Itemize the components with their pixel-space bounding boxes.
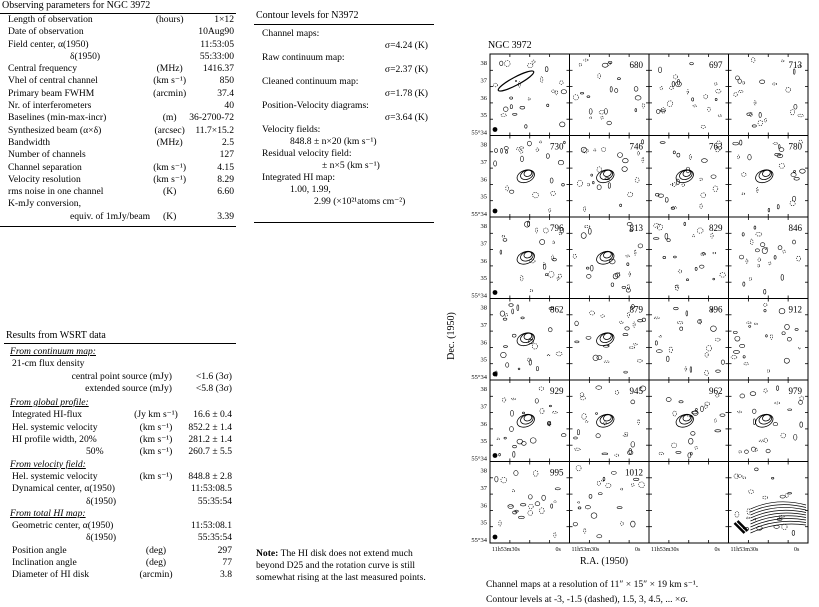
observing-row	[8, 112, 234, 124]
x-tick-label: 0s	[714, 547, 720, 553]
channel-panel	[649, 217, 729, 299]
results-label: Position angle	[12, 544, 67, 556]
observing-unit: (arcsec)	[154, 124, 185, 136]
channel-velocity-label: 796	[550, 223, 564, 233]
observing-unit: (km s⁻¹)	[153, 173, 187, 185]
contour-value: 848.8 ± n×20 (km s⁻¹)	[290, 136, 377, 147]
contour-title: Contour levels for N3972	[256, 10, 359, 21]
observing-label: rms noise in one channel	[8, 186, 104, 198]
observing-value: 11.7×15.2	[195, 124, 234, 136]
results-value: 260.7 ± 5.5	[188, 446, 232, 458]
channel-panel	[649, 299, 729, 381]
observing-row	[8, 14, 234, 26]
results-unit	[134, 496, 178, 508]
observing-value: 3.39	[217, 210, 234, 222]
channel-panel	[729, 299, 809, 381]
x-tick-label: 0s	[635, 547, 641, 553]
observing-unit: (m)	[162, 112, 177, 124]
y-tick-label: 35	[480, 275, 487, 283]
y-tick-label: 35	[480, 112, 487, 120]
y-tick-label: 38	[480, 467, 487, 475]
channel-velocity-label: 862	[550, 304, 564, 315]
channel-velocity-label: 813	[629, 223, 643, 233]
observing-label: equiv. of 1mJy/beam	[70, 210, 151, 222]
channel-velocity-label: 680	[629, 60, 643, 70]
observing-unit	[150, 39, 189, 51]
y-tick-label: 37	[480, 77, 487, 85]
results-row	[10, 434, 232, 446]
y-tick-label: 35	[480, 519, 487, 527]
results-label: δ(1950)	[86, 495, 117, 507]
results-unit	[134, 532, 178, 544]
observing-unit	[150, 198, 189, 210]
results-label: central point source (mJy)	[71, 370, 172, 382]
channel-panel	[471, 136, 569, 219]
results-section-heading: From global profile:	[10, 397, 89, 409]
results-unit: (arcmin)	[139, 569, 173, 581]
channel-panel	[649, 136, 729, 218]
y-tick-label: 38	[480, 141, 487, 149]
y-tick-label: 38	[480, 60, 487, 67]
channel-velocity-label: 730	[550, 141, 564, 152]
y-tick-label: 35	[480, 193, 487, 201]
y-tick-label: 38	[480, 386, 487, 393]
observing-title: Observing parameters for NGC 3972	[2, 0, 151, 11]
channel-panel	[471, 380, 569, 463]
channel-velocity-label: 879	[629, 304, 643, 315]
contour-value: σ=2.37 (K)	[384, 64, 428, 75]
results-label: Hel. systemic velocity	[12, 421, 98, 433]
observing-label: Number of channels	[8, 149, 86, 161]
contour-value: σ=1.78 (K)	[384, 88, 428, 99]
y-tick-label: 38	[480, 304, 487, 312]
y-tick-label: 55°34	[471, 537, 487, 544]
results-row	[10, 532, 232, 544]
figure-caption-2: Contour levels at -3, -1.5 (dashed), 1.5, 3, 4.5, ... ×σ.	[486, 594, 688, 605]
observing-row	[8, 51, 234, 63]
y-tick-label: 55°34	[471, 292, 487, 300]
results-value: 3.8	[220, 569, 232, 581]
channel-velocity-label: 697	[709, 60, 723, 70]
observing-value: 11:53:05	[200, 38, 234, 50]
contour-label: Channel maps:	[262, 28, 320, 39]
y-tick-label: 37	[480, 484, 487, 492]
results-label: Inclination angle	[12, 557, 77, 569]
observing-value	[189, 198, 234, 210]
y-tick-label: 55°34	[471, 129, 487, 137]
contour-list	[262, 28, 428, 208]
x-tick-label: 11h53m30s	[571, 547, 600, 553]
results-value: <1.6 (3σ)	[195, 370, 232, 382]
observing-row	[8, 198, 234, 210]
results-row	[10, 446, 232, 458]
channel-velocity-label: 945	[629, 386, 643, 396]
observing-value: 8.29	[217, 173, 234, 185]
results-unit: (km s⁻¹)	[139, 421, 173, 433]
results-row	[10, 483, 232, 495]
observing-row	[8, 125, 234, 137]
observing-row	[8, 75, 234, 87]
results-unit: (Jy km s⁻¹)	[134, 409, 178, 421]
channel-velocity-label: 746	[629, 141, 643, 152]
channel-panel	[570, 217, 650, 299]
y-tick-label: 36	[480, 176, 487, 184]
observing-label: Length of observation	[8, 14, 93, 25]
channel-panel	[729, 54, 809, 136]
y-tick-label: 55°34	[471, 211, 487, 218]
observing-unit: (K)	[163, 186, 177, 198]
y-tick-label: 37	[480, 403, 487, 411]
figure-caption-1: Channel maps at a resolution of 11″ × 15″ × 19 km s⁻¹.	[486, 579, 699, 590]
channel-panel	[570, 462, 650, 554]
results-unit	[134, 358, 178, 370]
observing-label: Synthesized beam (α×δ)	[8, 124, 102, 136]
y-tick-label: 36	[480, 339, 487, 347]
results-unit	[134, 483, 178, 495]
observing-value: 37.4	[217, 87, 234, 99]
results-value: 55:35:54	[197, 532, 232, 544]
results-value: 55:35:54	[197, 495, 232, 507]
observing-unit: (km s⁻¹)	[153, 161, 187, 173]
results-unit: (km s⁻¹)	[139, 446, 173, 458]
channel-panel	[649, 462, 729, 554]
observing-unit: (MHz)	[156, 136, 183, 148]
x-tick-label: 11h53m30s	[730, 547, 759, 553]
channel-map-figure	[440, 36, 819, 556]
observing-value: 6.60	[217, 186, 234, 198]
y-tick-label: 36	[480, 502, 487, 510]
figure-title: NGC 3972	[488, 40, 532, 51]
contour-hi-line2: 2.99 (×10²¹atoms cm⁻²)	[314, 196, 406, 207]
channel-panel	[471, 54, 569, 137]
observing-row	[8, 137, 234, 149]
contour-label: Velocity fields:	[262, 124, 321, 135]
results-value: 77	[222, 557, 232, 569]
channel-panel	[570, 136, 650, 218]
observing-label: K-mJy conversion,	[8, 198, 82, 210]
contour-value: σ=4.24 (K)	[384, 40, 428, 51]
results-label: Integrated HI-flux	[12, 409, 83, 421]
results-label: 50%	[86, 446, 104, 458]
observing-value: 10Aug90	[198, 26, 234, 38]
results-label: Hel. systemic velocity	[12, 470, 98, 482]
results-row	[10, 409, 232, 421]
channel-panel	[471, 217, 569, 300]
observing-label: Baselines (min-max-incr)	[8, 112, 107, 124]
results-unit: (deg)	[145, 557, 167, 569]
contour-label: Raw continuum map:	[262, 52, 345, 63]
results-unit: (km s⁻¹)	[139, 470, 173, 482]
observing-row	[8, 39, 234, 51]
channel-panel	[729, 462, 809, 554]
observing-unit: (km s⁻¹)	[153, 75, 187, 87]
x-tick-label: 0s	[555, 547, 561, 553]
channel-velocity-label: 846	[788, 223, 802, 233]
results-unit: (deg)	[145, 544, 167, 556]
results-unit	[134, 520, 178, 532]
observing-unit: (hours)	[155, 14, 184, 25]
channel-velocity-label: 829	[709, 223, 723, 233]
observing-value: 4.15	[217, 161, 234, 173]
observing-unit: (K)	[163, 210, 177, 222]
channel-panel	[729, 136, 809, 218]
note-label: Note:	[256, 548, 279, 559]
observing-value: 40	[224, 100, 234, 112]
results-row	[10, 371, 232, 383]
results-row	[10, 358, 232, 370]
results-value: 11:53:08.5	[191, 483, 232, 495]
results-row	[10, 545, 232, 557]
channel-panel	[471, 462, 569, 554]
y-tick-label: 37	[480, 240, 487, 248]
results-label: HI profile width, 20%	[12, 434, 97, 446]
results-row	[10, 496, 232, 508]
results-row	[10, 422, 232, 434]
results-label: 21-cm flux density	[12, 358, 85, 370]
y-tick-label: 37	[480, 321, 487, 329]
results-value: 848.8 ± 2.8	[188, 470, 232, 482]
observing-label: Vhel of central channel	[8, 75, 98, 87]
observing-value: 850	[219, 75, 234, 87]
figure-xlabel: R.A. (1950)	[580, 556, 629, 567]
observing-label: Channel separation	[8, 161, 82, 173]
observing-label: Central frequency	[8, 63, 77, 75]
y-tick-label: 36	[480, 420, 487, 428]
y-tick-label: 55°34	[471, 455, 487, 463]
observing-row	[8, 162, 234, 174]
results-label: Diameter of HI disk	[12, 569, 89, 581]
x-tick-label: 11h53m30s	[492, 547, 520, 553]
y-tick-label: 35	[480, 356, 487, 364]
results-value: 16.6 ± 0.4	[193, 409, 232, 421]
observing-label: Nr. of interferometers	[8, 100, 92, 112]
results-value: 281.2 ± 1.4	[188, 434, 232, 446]
y-tick-label: 36	[480, 94, 487, 102]
channel-panel	[649, 380, 729, 462]
results-section-heading: From continuum map:	[10, 346, 96, 357]
observing-unit	[150, 26, 189, 38]
results-value: 297	[217, 544, 232, 556]
y-tick-label: 38	[480, 223, 487, 230]
observing-value: 127	[219, 149, 234, 161]
contour-hi-line1: 1.00, 1.99,	[290, 184, 331, 195]
observing-value: 36-2700-72	[189, 112, 234, 124]
observing-value: 2.5	[222, 136, 234, 148]
contour-label: Residual velocity field:	[262, 148, 352, 159]
observing-unit: (MHz)	[156, 63, 183, 75]
channel-panel	[570, 54, 650, 136]
channel-velocity-label: 962	[709, 386, 723, 396]
contour-label: Position-Velocity diagrams:	[262, 100, 369, 111]
observing-row	[8, 186, 234, 198]
observing-row	[8, 63, 234, 75]
observing-unit	[150, 51, 189, 63]
observing-unit	[150, 149, 189, 161]
y-tick-label: 36	[480, 257, 487, 265]
channel-panel	[570, 299, 650, 381]
observing-label: Velocity resolution	[8, 173, 81, 185]
contour-value: σ=3.64 (K)	[384, 112, 428, 123]
y-tick-label: 55°34	[471, 374, 487, 381]
note-text: The HI disk does not extend much beyond D25 and the rotation curve is still somewhat rising at the last measured points.	[256, 548, 426, 583]
results-table	[10, 346, 232, 582]
y-tick-label: 37	[480, 158, 487, 166]
results-section-heading: From total HI map:	[10, 507, 86, 519]
results-label: Dynamical center, α(1950)	[12, 483, 115, 495]
x-tick-label: 0s	[794, 547, 800, 553]
observing-value: 1416.37	[202, 63, 234, 75]
channel-velocity-label: 896	[709, 304, 723, 315]
channel-panel	[570, 380, 650, 462]
observing-unit: (arcmin)	[153, 87, 187, 99]
channel-velocity-label: 912	[788, 304, 802, 315]
figure-ylabel: Dec. (1950)	[446, 312, 457, 360]
observing-label: δ(1950)	[70, 50, 101, 62]
observing-label: Date of observation	[8, 26, 84, 38]
results-value	[178, 358, 232, 370]
observing-label: Field center, α(1950)	[8, 38, 89, 50]
results-row	[10, 520, 232, 532]
observing-value: 55:33:00	[199, 50, 234, 62]
results-row	[10, 471, 232, 483]
observing-row	[8, 174, 234, 186]
y-tick-label: 35	[480, 438, 487, 446]
observing-unit	[150, 100, 189, 112]
results-label: Geometric center, α(1950)	[12, 520, 114, 532]
results-value: <5.8 (3σ)	[195, 382, 232, 394]
channel-velocity-label: 780	[788, 141, 802, 152]
observing-label: Primary beam FWHM	[8, 87, 95, 99]
observing-row	[8, 211, 234, 223]
observing-row	[8, 149, 234, 161]
results-label: δ(1950)	[86, 532, 117, 544]
results-row	[10, 383, 232, 395]
results-value: 11:53:08.1	[191, 520, 232, 532]
observing-table	[8, 14, 234, 223]
channel-panel	[729, 217, 809, 299]
results-section-heading: From velocity field:	[10, 458, 86, 470]
channel-velocity-label: 929	[550, 386, 564, 396]
contour-label: Cleaned continuum map:	[262, 76, 359, 87]
channel-panel	[729, 380, 809, 462]
results-unit: (km s⁻¹)	[139, 434, 173, 446]
channel-velocity-label: 763	[709, 141, 723, 152]
contour-hi-label: Integrated HI map:	[262, 172, 335, 183]
results-title: Results from WSRT data	[6, 330, 106, 341]
channel-velocity-label: 713	[788, 60, 802, 70]
observing-row	[8, 88, 234, 100]
channel-velocity-label: 979	[788, 386, 802, 396]
channel-velocity-label: 995	[550, 467, 564, 478]
channel-panel	[471, 299, 569, 382]
observing-row	[8, 100, 234, 112]
contour-value: ± n×5 (km s⁻¹)	[322, 160, 380, 171]
observing-label: Bandwidth	[8, 136, 51, 148]
results-row	[10, 569, 232, 581]
results-label: extended source (mJy)	[85, 382, 172, 394]
channel-velocity-label: 1012	[625, 467, 643, 478]
channel-panel	[649, 54, 729, 136]
note	[256, 548, 434, 584]
results-row	[10, 557, 232, 569]
observing-row	[8, 26, 234, 38]
results-value: 852.2 ± 1.4	[188, 421, 232, 433]
observing-value: 1×12	[214, 14, 234, 25]
x-tick-label: 11h53m30s	[651, 547, 679, 553]
